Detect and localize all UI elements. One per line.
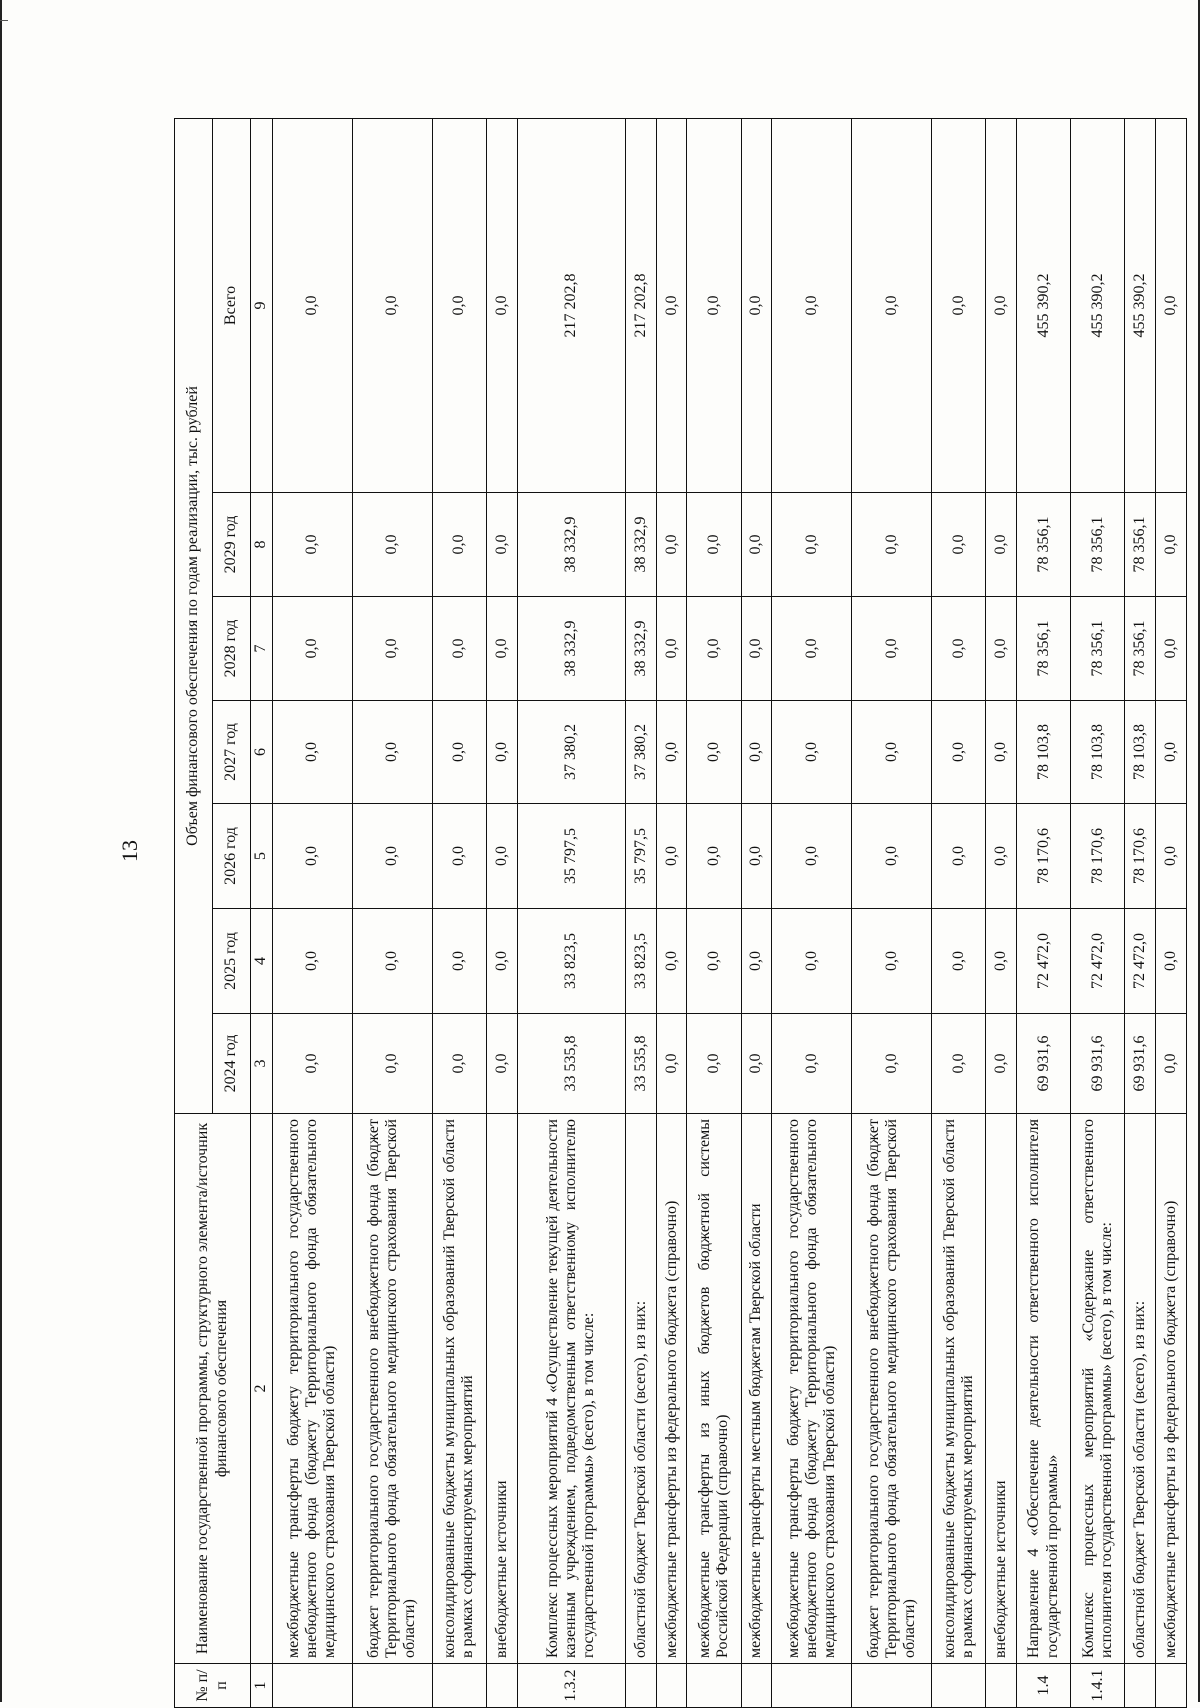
header-year-2029: 2029 год (213, 493, 251, 597)
table-row (432, 118, 486, 1707)
row-value: 0,0 (852, 909, 932, 1014)
row-value: 0,0 (1156, 909, 1187, 1014)
row-total: 0,0 (486, 118, 517, 492)
row-value: 0,0 (986, 493, 1017, 597)
row-total: 0,0 (932, 118, 986, 492)
row-name: Комплекс процессных мероприятий 4 «Осуществление текущей деятельности казенным учреждением, подведомственным ответственному исполнителю государственной программы» (всего), в том числе: (517, 1114, 625, 1664)
col-number: 2 (251, 1114, 273, 1664)
row-value: 0,0 (656, 1014, 687, 1114)
row-value: 0,0 (432, 1014, 486, 1114)
row-value: 0,0 (852, 804, 932, 909)
table-row (932, 118, 986, 1707)
col-number: 5 (251, 804, 273, 909)
col-number: 9 (251, 118, 273, 492)
row-value: 0,0 (687, 493, 741, 597)
row-total: 0,0 (772, 118, 852, 492)
row-total: 455 390,2 (1125, 118, 1156, 492)
row-value: 0,0 (772, 1014, 852, 1114)
table-row (687, 118, 741, 1707)
row-name: межбюджетные трансферты бюджету территориального государственного внебюджетного фонда (бюджету Территориального фонда обязательного медицинского страхования Тверской области) (772, 1114, 852, 1664)
row-value: 0,0 (352, 493, 432, 597)
col-number: 6 (251, 701, 273, 804)
col-number: 4 (251, 909, 273, 1014)
row-value: 78 170,6 (1017, 804, 1071, 909)
row-value: 0,0 (432, 493, 486, 597)
row-value: 35 797,5 (625, 804, 656, 909)
row-value: 0,0 (656, 909, 687, 1014)
row-value: 0,0 (741, 701, 772, 804)
row-total: 0,0 (687, 118, 741, 492)
row-value: 0,0 (986, 909, 1017, 1014)
budget-table (174, 118, 1187, 1708)
page-number: 13 (117, 840, 142, 862)
row-value: 78 103,8 (1125, 701, 1156, 804)
row-total: 0,0 (852, 118, 932, 492)
row-value: 0,0 (656, 493, 687, 597)
row-value: 0,0 (772, 804, 852, 909)
row-value: 0,0 (986, 701, 1017, 804)
row-value: 33 535,8 (625, 1014, 656, 1114)
row-number (852, 1664, 932, 1708)
row-value: 38 332,9 (517, 597, 625, 701)
row-value: 0,0 (432, 597, 486, 701)
header-year-2027: 2027 год (213, 701, 251, 804)
table-row (986, 118, 1017, 1707)
row-value: 78 356,1 (1017, 493, 1071, 597)
row-number (656, 1664, 687, 1708)
row-name: межбюджетные трансферты бюджету территориального государственного внебюджетного фонда (бюджету Территориального фонда обязательного медицинского страхования Тверской области) (273, 1114, 353, 1664)
header-name: Наименование государственной программы, структурного элемента/источник финансового обеспечения (175, 1114, 251, 1664)
row-number: 1.4 (1017, 1664, 1071, 1708)
header-year-2025: 2025 год (213, 909, 251, 1014)
table-row (852, 118, 932, 1707)
row-value: 78 356,1 (1017, 597, 1071, 701)
row-value: 0,0 (352, 597, 432, 701)
table-row (352, 118, 432, 1707)
row-value: 37 380,2 (517, 701, 625, 804)
row-value: 0,0 (486, 1014, 517, 1114)
row-value: 0,0 (352, 804, 432, 909)
row-value: 0,0 (932, 804, 986, 909)
row-value: 0,0 (687, 909, 741, 1014)
row-value: 78 356,1 (1125, 597, 1156, 701)
row-value: 0,0 (741, 909, 772, 1014)
row-total: 0,0 (352, 118, 432, 492)
row-value: 0,0 (1156, 493, 1187, 597)
row-total: 217 202,8 (625, 118, 656, 492)
row-total: 217 202,8 (517, 118, 625, 492)
row-value: 0,0 (352, 909, 432, 1014)
row-number (986, 1664, 1017, 1708)
row-value: 69 931,6 (1071, 1014, 1125, 1114)
table-row (1125, 118, 1156, 1707)
row-value: 0,0 (1156, 597, 1187, 701)
row-value: 0,0 (772, 493, 852, 597)
row-value: 72 472,0 (1125, 909, 1156, 1014)
row-name: областной бюджет Тверской области (всего), из них: (1125, 1114, 1156, 1664)
row-number (772, 1664, 852, 1708)
row-value: 33 823,5 (517, 909, 625, 1014)
row-value: 0,0 (932, 909, 986, 1014)
table-row (1156, 118, 1187, 1707)
row-value: 0,0 (656, 701, 687, 804)
table-row (772, 118, 852, 1707)
row-value: 0,0 (932, 701, 986, 804)
row-name: внебюджетные источники (986, 1114, 1017, 1664)
row-value: 0,0 (273, 701, 353, 804)
col-number: 8 (251, 493, 273, 597)
row-value: 0,0 (741, 1014, 772, 1114)
row-name: межбюджетные трансферты из иных бюджетов бюджетной системы Российской Федерации (справочно) (687, 1114, 741, 1664)
row-number (432, 1664, 486, 1708)
row-value: 0,0 (486, 701, 517, 804)
row-name: межбюджетные трансферты местным бюджетам Тверской области (741, 1114, 772, 1664)
row-value: 0,0 (986, 804, 1017, 909)
row-name: бюджет территориального государственного внебюджетного фонда (бюджет Территориального фонда обязательного медицинского страхования Тверской области) (852, 1114, 932, 1664)
row-value: 33 823,5 (625, 909, 656, 1014)
row-value: 0,0 (741, 597, 772, 701)
table-row (625, 118, 656, 1707)
row-value: 78 356,1 (1125, 493, 1156, 597)
row-value: 78 170,6 (1071, 804, 1125, 909)
row-number: 1.4.1 (1071, 1664, 1125, 1708)
row-value: 0,0 (352, 1014, 432, 1114)
header-year-2024: 2024 год (213, 1014, 251, 1114)
row-name: межбюджетные трансферты из федерального бюджета (справочно) (656, 1114, 687, 1664)
header-volume-group: Объем финансового обеспечения по годам реализации, тыс. рублей (175, 118, 213, 1113)
row-value: 78 170,6 (1125, 804, 1156, 909)
row-value: 0,0 (687, 1014, 741, 1114)
table-row (486, 118, 517, 1707)
header-year-2028: 2028 год (213, 597, 251, 701)
row-name: Комплекс процессных мероприятий «Содержание ответственного исполнителя государственной программы» (всего), в том числе: (1071, 1114, 1125, 1664)
table-row (273, 118, 353, 1707)
row-value: 0,0 (772, 597, 852, 701)
row-total: 0,0 (656, 118, 687, 492)
row-value: 0,0 (687, 597, 741, 701)
row-number (486, 1664, 517, 1708)
row-value: 0,0 (852, 1014, 932, 1114)
header-num: № п/п (175, 1664, 251, 1708)
row-total: 455 390,2 (1017, 118, 1071, 492)
row-value: 0,0 (932, 1014, 986, 1114)
row-value: 0,0 (932, 493, 986, 597)
row-value: 72 472,0 (1017, 909, 1071, 1014)
row-value: 78 356,1 (1071, 597, 1125, 701)
col-number: 1 (251, 1664, 273, 1708)
row-value: 69 931,6 (1125, 1014, 1156, 1114)
row-value: 0,0 (432, 909, 486, 1014)
row-name: внебюджетные источники (486, 1114, 517, 1664)
row-value: 0,0 (741, 493, 772, 597)
row-number: 1.3.2 (517, 1664, 625, 1708)
row-value: 0,0 (486, 597, 517, 701)
row-value: 0,0 (772, 701, 852, 804)
row-name: консолидированные бюджеты муниципальных образований Тверской области в рамках софинансируемых мероприятий (932, 1114, 986, 1664)
row-value: 0,0 (687, 701, 741, 804)
row-value: 0,0 (986, 1014, 1017, 1114)
col-number: 3 (251, 1014, 273, 1114)
row-value: 78 356,1 (1071, 493, 1125, 597)
row-value: 0,0 (852, 597, 932, 701)
row-value: 72 472,0 (1071, 909, 1125, 1014)
row-name: межбюджетные трансферты из федерального бюджета (справочно) (1156, 1114, 1187, 1664)
row-value: 0,0 (1156, 804, 1187, 909)
row-number (741, 1664, 772, 1708)
table-row (656, 118, 687, 1707)
table-body (273, 118, 1187, 1707)
row-value: 33 535,8 (517, 1014, 625, 1114)
col-number: 7 (251, 597, 273, 701)
row-value: 37 380,2 (625, 701, 656, 804)
row-value: 0,0 (852, 701, 932, 804)
row-value: 0,0 (1156, 701, 1187, 804)
row-value: 0,0 (932, 597, 986, 701)
row-name: консолидированные бюджеты муниципальных образований Тверской области в рамках софинансируемых мероприятий (432, 1114, 486, 1664)
row-total: 0,0 (986, 118, 1017, 492)
row-total: 0,0 (273, 118, 353, 492)
row-value: 0,0 (852, 493, 932, 597)
row-value: 0,0 (1156, 1014, 1187, 1114)
row-value: 0,0 (432, 701, 486, 804)
row-value: 0,0 (432, 804, 486, 909)
row-value: 0,0 (273, 804, 353, 909)
row-total: 0,0 (741, 118, 772, 492)
row-value: 0,0 (273, 1014, 353, 1114)
row-value: 0,0 (486, 493, 517, 597)
row-number (932, 1664, 986, 1708)
row-value: 0,0 (486, 804, 517, 909)
row-value: 38 332,9 (517, 493, 625, 597)
row-value: 0,0 (687, 804, 741, 909)
row-value: 0,0 (656, 597, 687, 701)
row-number (273, 1664, 353, 1708)
row-total: 0,0 (432, 118, 486, 492)
row-value: 0,0 (352, 701, 432, 804)
row-value: 0,0 (273, 493, 353, 597)
table-row (1071, 118, 1125, 1707)
row-number (625, 1664, 656, 1708)
row-value: 0,0 (741, 804, 772, 909)
row-number (687, 1664, 741, 1708)
row-value: 78 103,8 (1071, 701, 1125, 804)
table-row (517, 118, 625, 1707)
row-name: Направление 4 «Обеспечение деятельности ответственного исполнителя государственной программы» (1017, 1114, 1071, 1664)
row-value: 0,0 (273, 909, 353, 1014)
row-number (352, 1664, 432, 1708)
row-number (1125, 1664, 1156, 1708)
table-row (741, 118, 772, 1707)
table-row (1017, 118, 1071, 1707)
row-value: 78 103,8 (1017, 701, 1071, 804)
row-value: 0,0 (486, 909, 517, 1014)
row-value: 69 931,6 (1017, 1014, 1071, 1114)
header-total: Всего (213, 118, 251, 492)
rotated-table-container (174, 119, 1187, 1708)
row-total: 455 390,2 (1071, 118, 1125, 492)
row-value: 0,0 (273, 597, 353, 701)
row-value: 0,0 (986, 597, 1017, 701)
row-value: 0,0 (772, 909, 852, 1014)
row-value: 35 797,5 (517, 804, 625, 909)
row-value: 38 332,9 (625, 493, 656, 597)
header-year-2026: 2026 год (213, 804, 251, 909)
row-value: 0,0 (656, 804, 687, 909)
row-number (1156, 1664, 1187, 1708)
row-name: бюджет территориального государственного внебюджетного фонда (бюджет Территориального фонда обязательного медицинского страхования Тверской области) (352, 1114, 432, 1664)
row-name: областной бюджет Тверской области (всего), из них: (625, 1114, 656, 1664)
row-total: 0,0 (1156, 118, 1187, 492)
row-value: 38 332,9 (625, 597, 656, 701)
